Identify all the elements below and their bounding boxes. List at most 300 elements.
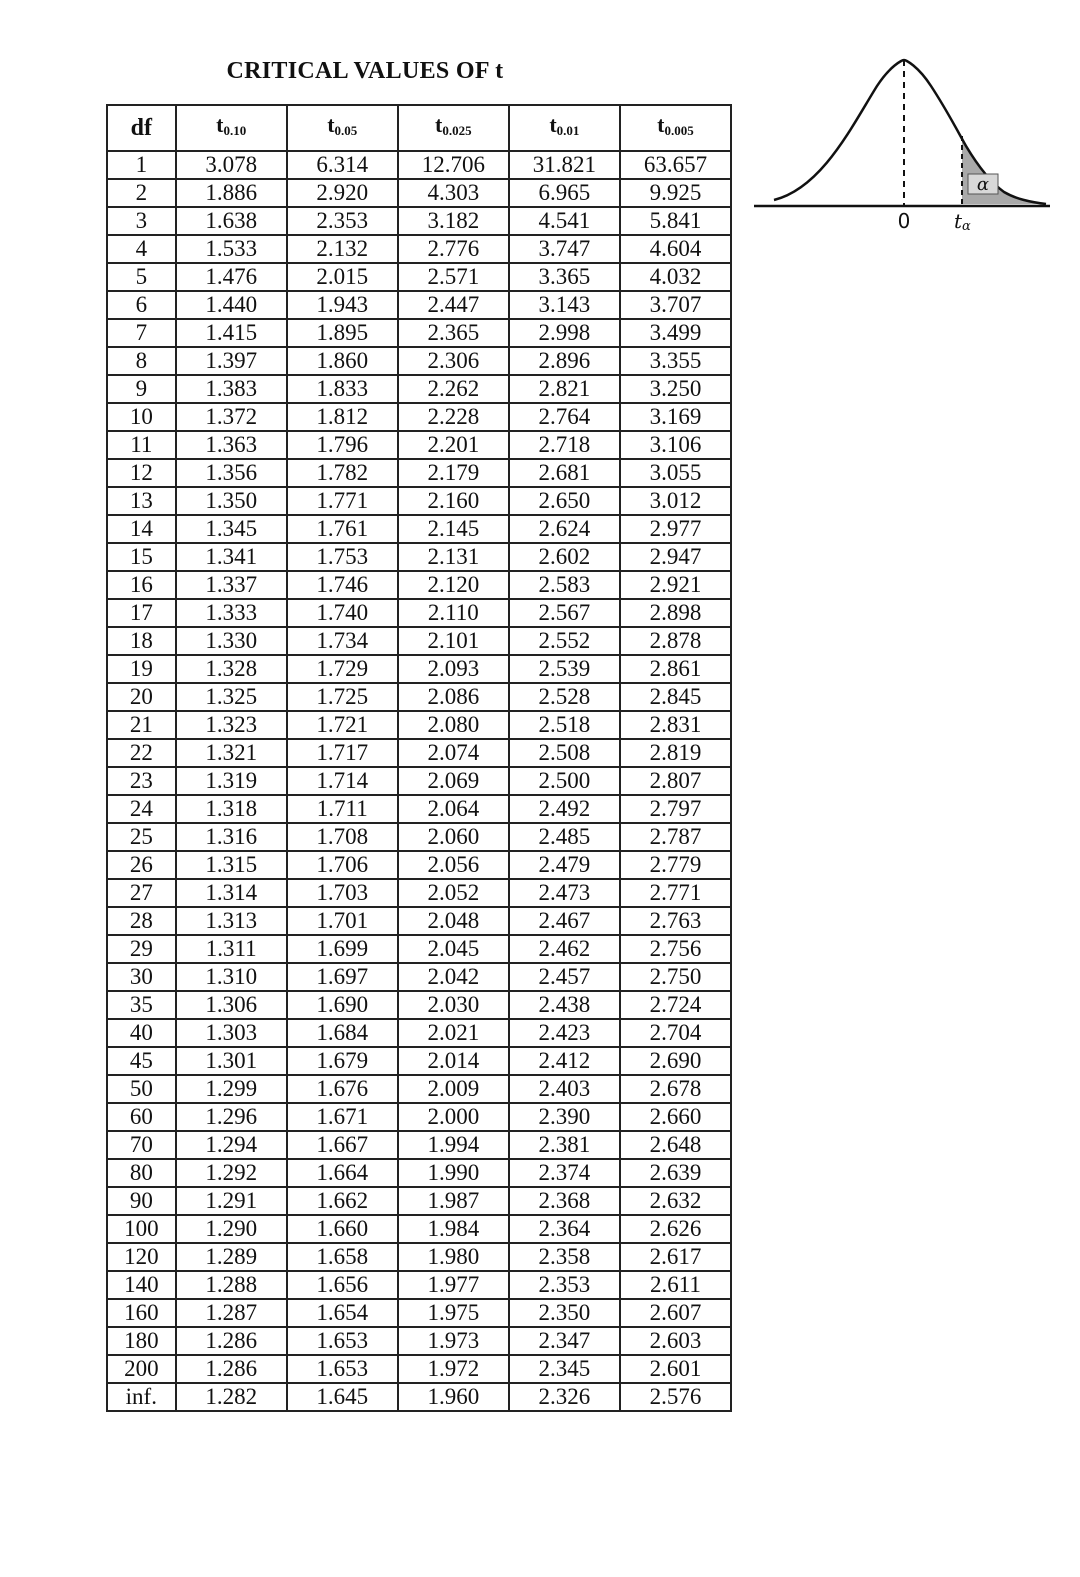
cell-t-0.05: 1.812 [287, 403, 398, 431]
cell-t-0.05: 1.746 [287, 571, 398, 599]
cell-t-0.025: 4.303 [398, 179, 509, 207]
cell-t-0.10: 1.330 [176, 627, 287, 655]
cell-t-0.10: 1.383 [176, 375, 287, 403]
cell-df: 15 [107, 543, 176, 571]
cell-t-0.005: 2.704 [620, 1019, 731, 1047]
cell-t-0.025: 2.014 [398, 1047, 509, 1075]
cell-df: 19 [107, 655, 176, 683]
cell-t-0.005: 2.750 [620, 963, 731, 991]
cell-t-0.10: 1.476 [176, 263, 287, 291]
cell-t-0.05: 1.664 [287, 1159, 398, 1187]
cell-t-0.05: 1.658 [287, 1243, 398, 1271]
header-t-0.005: $t_{0.005}$ [620, 105, 731, 151]
cell-t-0.01: 2.492 [509, 795, 620, 823]
cell-t-0.10: 1.415 [176, 319, 287, 347]
cell-t-0.05: 2.132 [287, 235, 398, 263]
cell-t-0.10: 1.325 [176, 683, 287, 711]
cell-df: 70 [107, 1131, 176, 1159]
table-row [107, 487, 731, 515]
cell-df: 14 [107, 515, 176, 543]
cell-t-0.05: 1.660 [287, 1215, 398, 1243]
t-alpha-label: tα [954, 209, 971, 234]
cell-t-0.005: 2.831 [620, 711, 731, 739]
cell-t-0.005: 63.657 [620, 151, 731, 179]
cell-t-0.01: 2.473 [509, 879, 620, 907]
cell-t-0.05: 1.753 [287, 543, 398, 571]
cell-t-0.005: 2.724 [620, 991, 731, 1019]
cell-t-0.01: 2.403 [509, 1075, 620, 1103]
cell-df: 160 [107, 1299, 176, 1327]
table-row [107, 1159, 731, 1187]
cell-t-0.01: 2.479 [509, 851, 620, 879]
cell-t-0.025: 2.101 [398, 627, 509, 655]
cell-t-0.10: 1.321 [176, 739, 287, 767]
cell-t-0.05: 1.697 [287, 963, 398, 991]
cell-t-0.05: 1.761 [287, 515, 398, 543]
header-t-0.05: $t_{0.05}$ [287, 105, 398, 151]
cell-df: 17 [107, 599, 176, 627]
cell-df: 35 [107, 991, 176, 1019]
cell-df: 1 [107, 151, 176, 179]
cell-t-0.05: 1.721 [287, 711, 398, 739]
cell-t-0.01: 2.821 [509, 375, 620, 403]
cell-df: 50 [107, 1075, 176, 1103]
cell-df: 2 [107, 179, 176, 207]
table-row [107, 459, 731, 487]
cell-t-0.10: 1.337 [176, 571, 287, 599]
cell-t-0.05: 1.943 [287, 291, 398, 319]
table-row [107, 711, 731, 739]
header-row [107, 105, 731, 151]
cell-t-0.05: 1.771 [287, 487, 398, 515]
cell-t-0.01: 2.764 [509, 403, 620, 431]
cell-t-0.10: 1.316 [176, 823, 287, 851]
cell-t-0.005: 4.032 [620, 263, 731, 291]
cell-t-0.005: 2.797 [620, 795, 731, 823]
cell-t-0.01: 2.528 [509, 683, 620, 711]
cell-t-0.005: 3.106 [620, 431, 731, 459]
cell-t-0.01: 2.423 [509, 1019, 620, 1047]
cell-df: 24 [107, 795, 176, 823]
cell-t-0.05: 1.796 [287, 431, 398, 459]
cell-t-0.005: 2.771 [620, 879, 731, 907]
cell-df: 29 [107, 935, 176, 963]
header-t-0.01: $t_{0.01}$ [509, 105, 620, 151]
cell-t-0.005: 2.648 [620, 1131, 731, 1159]
cell-t-0.025: 2.021 [398, 1019, 509, 1047]
cell-df: 90 [107, 1187, 176, 1215]
cell-df: 4 [107, 235, 176, 263]
cell-t-0.10: 1.286 [176, 1327, 287, 1355]
table-row [107, 1299, 731, 1327]
cell-t-0.025: 2.074 [398, 739, 509, 767]
cell-t-0.005: 2.977 [620, 515, 731, 543]
cell-t-0.005: 2.626 [620, 1215, 731, 1243]
cell-t-0.025: 2.000 [398, 1103, 509, 1131]
cell-t-0.005: 2.819 [620, 739, 731, 767]
cell-t-0.025: 1.977 [398, 1271, 509, 1299]
cell-t-0.005: 2.660 [620, 1103, 731, 1131]
cell-t-0.10: 1.291 [176, 1187, 287, 1215]
cell-t-0.05: 1.740 [287, 599, 398, 627]
cell-t-0.025: 2.776 [398, 235, 509, 263]
cell-t-0.025: 2.048 [398, 907, 509, 935]
cell-t-0.005: 3.169 [620, 403, 731, 431]
table-row [107, 879, 731, 907]
table-row [107, 1187, 731, 1215]
cell-t-0.005: 2.603 [620, 1327, 731, 1355]
cell-df: 180 [107, 1327, 176, 1355]
cell-t-0.01: 2.518 [509, 711, 620, 739]
table-row [107, 1103, 731, 1131]
cell-t-0.005: 2.898 [620, 599, 731, 627]
cell-df: 13 [107, 487, 176, 515]
cell-t-0.05: 2.920 [287, 179, 398, 207]
cell-t-0.025: 2.093 [398, 655, 509, 683]
cell-df: 100 [107, 1215, 176, 1243]
cell-t-0.01: 2.347 [509, 1327, 620, 1355]
cell-t-0.10: 1.296 [176, 1103, 287, 1131]
cell-t-0.05: 1.662 [287, 1187, 398, 1215]
table-row [107, 1355, 731, 1383]
cell-df: 40 [107, 1019, 176, 1047]
cell-df: 60 [107, 1103, 176, 1131]
cell-t-0.05: 1.703 [287, 879, 398, 907]
cell-df: 28 [107, 907, 176, 935]
cell-t-0.05: 1.833 [287, 375, 398, 403]
cell-t-0.01: 2.718 [509, 431, 620, 459]
table-row [107, 291, 731, 319]
cell-t-0.05: 1.667 [287, 1131, 398, 1159]
cell-t-0.005: 2.763 [620, 907, 731, 935]
table-row [107, 1047, 731, 1075]
cell-t-0.01: 4.541 [509, 207, 620, 235]
table-body [107, 151, 731, 1411]
cell-t-0.01: 2.350 [509, 1299, 620, 1327]
cell-t-0.05: 1.860 [287, 347, 398, 375]
cell-t-0.01: 2.345 [509, 1355, 620, 1383]
cell-t-0.10: 1.311 [176, 935, 287, 963]
cell-t-0.10: 1.290 [176, 1215, 287, 1243]
cell-t-0.01: 2.998 [509, 319, 620, 347]
table-row [107, 1271, 731, 1299]
cell-t-0.10: 1.350 [176, 487, 287, 515]
cell-t-0.10: 1.886 [176, 179, 287, 207]
zero-label: 0 [897, 209, 911, 233]
cell-t-0.025: 2.131 [398, 543, 509, 571]
cell-t-0.05: 1.671 [287, 1103, 398, 1131]
cell-t-0.05: 1.895 [287, 319, 398, 347]
cell-t-0.05: 1.711 [287, 795, 398, 823]
cell-t-0.025: 2.160 [398, 487, 509, 515]
cell-t-0.005: 2.678 [620, 1075, 731, 1103]
cell-t-0.05: 1.645 [287, 1383, 398, 1411]
cell-t-0.005: 2.807 [620, 767, 731, 795]
cell-t-0.05: 1.729 [287, 655, 398, 683]
cell-df: 30 [107, 963, 176, 991]
cell-t-0.005: 4.604 [620, 235, 731, 263]
cell-t-0.025: 12.706 [398, 151, 509, 179]
cell-t-0.01: 2.364 [509, 1215, 620, 1243]
cell-t-0.005: 2.861 [620, 655, 731, 683]
cell-t-0.025: 2.145 [398, 515, 509, 543]
cell-t-0.005: 3.707 [620, 291, 731, 319]
cell-t-0.01: 2.552 [509, 627, 620, 655]
cell-t-0.10: 1.313 [176, 907, 287, 935]
cell-t-0.005: 3.055 [620, 459, 731, 487]
cell-t-0.01: 2.681 [509, 459, 620, 487]
cell-df: 16 [107, 571, 176, 599]
cell-t-0.01: 2.457 [509, 963, 620, 991]
cell-t-0.05: 1.653 [287, 1355, 398, 1383]
cell-t-0.025: 2.009 [398, 1075, 509, 1103]
cell-t-0.01: 2.368 [509, 1187, 620, 1215]
cell-t-0.10: 1.301 [176, 1047, 287, 1075]
cell-df: 22 [107, 739, 176, 767]
cell-t-0.10: 1.319 [176, 767, 287, 795]
cell-t-0.025: 1.990 [398, 1159, 509, 1187]
cell-t-0.10: 1.306 [176, 991, 287, 1019]
cell-t-0.10: 1.397 [176, 347, 287, 375]
cell-t-0.025: 2.069 [398, 767, 509, 795]
table-row [107, 627, 731, 655]
cell-t-0.01: 31.821 [509, 151, 620, 179]
table-row [107, 1383, 731, 1411]
cell-t-0.025: 2.228 [398, 403, 509, 431]
cell-t-0.005: 3.012 [620, 487, 731, 515]
cell-t-0.01: 2.485 [509, 823, 620, 851]
table-row [107, 403, 731, 431]
cell-t-0.005: 2.617 [620, 1243, 731, 1271]
table-row [107, 1075, 731, 1103]
cell-t-0.10: 1.292 [176, 1159, 287, 1187]
cell-t-0.01: 2.567 [509, 599, 620, 627]
t-table [106, 104, 732, 1412]
cell-t-0.10: 1.333 [176, 599, 287, 627]
cell-t-0.025: 2.030 [398, 991, 509, 1019]
cell-t-0.005: 9.925 [620, 179, 731, 207]
cell-t-0.05: 1.654 [287, 1299, 398, 1327]
header-t-0.10: $t_{0.10}$ [176, 105, 287, 151]
cell-t-0.025: 1.975 [398, 1299, 509, 1327]
table-row [107, 543, 731, 571]
cell-t-0.05: 1.679 [287, 1047, 398, 1075]
cell-t-0.025: 2.052 [398, 879, 509, 907]
cell-df: 8 [107, 347, 176, 375]
cell-t-0.01: 2.462 [509, 935, 620, 963]
alpha-label: α [976, 174, 990, 195]
table-row [107, 1243, 731, 1271]
cell-t-0.025: 2.120 [398, 571, 509, 599]
cell-t-0.01: 2.467 [509, 907, 620, 935]
table-row [107, 1019, 731, 1047]
cell-df: 9 [107, 375, 176, 403]
cell-t-0.10: 1.282 [176, 1383, 287, 1411]
cell-df: 20 [107, 683, 176, 711]
cell-df: 18 [107, 627, 176, 655]
cell-t-0.01: 2.650 [509, 487, 620, 515]
cell-t-0.005: 3.499 [620, 319, 731, 347]
cell-t-0.01: 3.143 [509, 291, 620, 319]
cell-t-0.005: 2.756 [620, 935, 731, 963]
cell-t-0.025: 1.987 [398, 1187, 509, 1215]
cell-t-0.01: 2.412 [509, 1047, 620, 1075]
table-row [107, 767, 731, 795]
cell-t-0.025: 2.110 [398, 599, 509, 627]
cell-t-0.05: 1.656 [287, 1271, 398, 1299]
cell-df: 21 [107, 711, 176, 739]
cell-t-0.025: 2.086 [398, 683, 509, 711]
cell-t-0.025: 1.973 [398, 1327, 509, 1355]
cell-df: 200 [107, 1355, 176, 1383]
cell-df: 10 [107, 403, 176, 431]
cell-t-0.10: 1.323 [176, 711, 287, 739]
cell-df: 27 [107, 879, 176, 907]
cell-t-0.005: 2.632 [620, 1187, 731, 1215]
cell-t-0.05: 1.690 [287, 991, 398, 1019]
cell-t-0.05: 1.676 [287, 1075, 398, 1103]
cell-t-0.10: 1.372 [176, 403, 287, 431]
cell-t-0.10: 1.310 [176, 963, 287, 991]
table-row [107, 683, 731, 711]
cell-t-0.025: 1.960 [398, 1383, 509, 1411]
cell-df: 3 [107, 207, 176, 235]
cell-df: 23 [107, 767, 176, 795]
cell-t-0.025: 1.980 [398, 1243, 509, 1271]
cell-t-0.005: 2.779 [620, 851, 731, 879]
table-row [107, 655, 731, 683]
table-row [107, 375, 731, 403]
cell-t-0.05: 1.714 [287, 767, 398, 795]
cell-t-0.005: 2.611 [620, 1271, 731, 1299]
cell-t-0.01: 2.500 [509, 767, 620, 795]
cell-t-0.01: 2.438 [509, 991, 620, 1019]
cell-t-0.01: 2.624 [509, 515, 620, 543]
table-row [107, 207, 731, 235]
cell-t-0.01: 3.365 [509, 263, 620, 291]
cell-t-0.005: 2.639 [620, 1159, 731, 1187]
cell-t-0.10: 1.303 [176, 1019, 287, 1047]
table-row [107, 907, 731, 935]
cell-t-0.025: 2.306 [398, 347, 509, 375]
cell-df: 26 [107, 851, 176, 879]
cell-df: 25 [107, 823, 176, 851]
cell-df: 140 [107, 1271, 176, 1299]
cell-t-0.10: 1.638 [176, 207, 287, 235]
cell-t-0.10: 1.288 [176, 1271, 287, 1299]
cell-t-0.025: 2.056 [398, 851, 509, 879]
cell-t-0.01: 2.353 [509, 1271, 620, 1299]
table-row [107, 571, 731, 599]
cell-t-0.05: 1.717 [287, 739, 398, 767]
cell-t-0.10: 1.341 [176, 543, 287, 571]
table-row [107, 151, 731, 179]
cell-t-0.10: 1.315 [176, 851, 287, 879]
header-df: df [107, 105, 176, 151]
cell-t-0.005: 2.601 [620, 1355, 731, 1383]
cell-t-0.005: 2.947 [620, 543, 731, 571]
cell-t-0.01: 2.583 [509, 571, 620, 599]
table-row [107, 599, 731, 627]
cell-t-0.025: 2.045 [398, 935, 509, 963]
table-row [107, 431, 731, 459]
cell-t-0.025: 2.447 [398, 291, 509, 319]
table-row [107, 347, 731, 375]
cell-df: 11 [107, 431, 176, 459]
table-row [107, 935, 731, 963]
cell-t-0.10: 1.294 [176, 1131, 287, 1159]
density-curve [774, 60, 1046, 204]
cell-t-0.10: 1.533 [176, 235, 287, 263]
cell-t-0.005: 2.878 [620, 627, 731, 655]
cell-t-0.01: 3.747 [509, 235, 620, 263]
table-row [107, 991, 731, 1019]
table-row [107, 1327, 731, 1355]
cell-t-0.10: 1.328 [176, 655, 287, 683]
cell-t-0.005: 3.355 [620, 347, 731, 375]
cell-df: 12 [107, 459, 176, 487]
cell-t-0.025: 1.994 [398, 1131, 509, 1159]
cell-t-0.01: 2.390 [509, 1103, 620, 1131]
table-row [107, 515, 731, 543]
cell-t-0.025: 2.080 [398, 711, 509, 739]
cell-t-0.05: 2.015 [287, 263, 398, 291]
table-row [107, 1131, 731, 1159]
cell-t-0.05: 1.706 [287, 851, 398, 879]
cell-t-0.05: 6.314 [287, 151, 398, 179]
cell-df: 80 [107, 1159, 176, 1187]
page-title: CRITICAL VALUES OF t [226, 58, 504, 84]
cell-t-0.05: 1.725 [287, 683, 398, 711]
cell-t-0.10: 1.299 [176, 1075, 287, 1103]
cell-t-0.01: 2.539 [509, 655, 620, 683]
cell-df: inf. [107, 1383, 176, 1411]
cell-t-0.10: 1.287 [176, 1299, 287, 1327]
cell-t-0.10: 1.440 [176, 291, 287, 319]
table-row [107, 963, 731, 991]
cell-t-0.10: 1.363 [176, 431, 287, 459]
cell-t-0.10: 1.318 [176, 795, 287, 823]
cell-df: 5 [107, 263, 176, 291]
cell-t-0.05: 1.708 [287, 823, 398, 851]
cell-t-0.005: 2.576 [620, 1383, 731, 1411]
cell-t-0.10: 1.345 [176, 515, 287, 543]
cell-t-0.05: 2.353 [287, 207, 398, 235]
cell-t-0.005: 2.845 [620, 683, 731, 711]
cell-t-0.025: 2.571 [398, 263, 509, 291]
cell-df: 120 [107, 1243, 176, 1271]
cell-t-0.10: 1.286 [176, 1355, 287, 1383]
cell-t-0.005: 2.690 [620, 1047, 731, 1075]
table-row [107, 795, 731, 823]
cell-t-0.025: 2.064 [398, 795, 509, 823]
cell-t-0.01: 2.374 [509, 1159, 620, 1187]
cell-t-0.025: 2.060 [398, 823, 509, 851]
cell-t-0.005: 3.250 [620, 375, 731, 403]
cell-t-0.025: 2.262 [398, 375, 509, 403]
cell-t-0.01: 2.358 [509, 1243, 620, 1271]
cell-t-0.01: 2.326 [509, 1383, 620, 1411]
cell-t-0.005: 2.787 [620, 823, 731, 851]
cell-t-0.10: 1.289 [176, 1243, 287, 1271]
table-row [107, 235, 731, 263]
cell-t-0.025: 1.984 [398, 1215, 509, 1243]
cell-t-0.025: 1.972 [398, 1355, 509, 1383]
cell-t-0.05: 1.653 [287, 1327, 398, 1355]
cell-t-0.05: 1.684 [287, 1019, 398, 1047]
cell-t-0.05: 1.782 [287, 459, 398, 487]
cell-t-0.01: 2.896 [509, 347, 620, 375]
